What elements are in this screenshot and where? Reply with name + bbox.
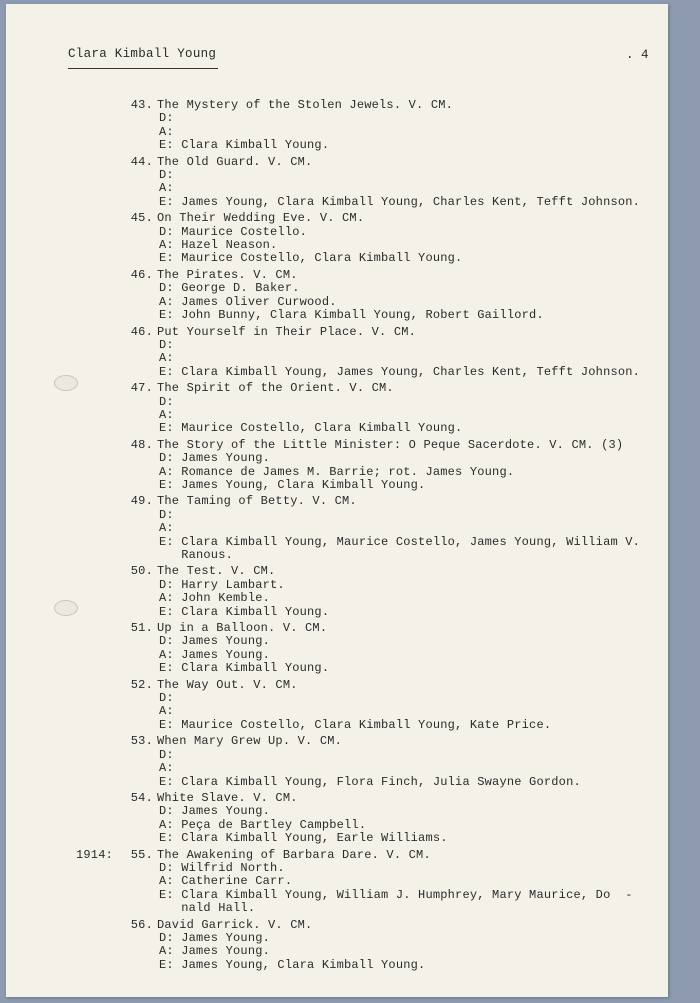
film-credit-line: D: James Young.: [159, 451, 271, 466]
film-number: 44.: [130, 154, 153, 169]
film-title-line: [76, 269, 666, 282]
film-year: [76, 679, 124, 692]
film-title-line: [76, 495, 666, 508]
film-title: The Way Out. V. CM.: [157, 677, 298, 692]
film-credit-line: E: Maurice Costello, Clara Kimball Young, Kate Price.: [159, 717, 552, 732]
film-credit-line: E: Maurice Costello, Clara Kimball Young.: [159, 251, 463, 266]
film-title: On Their Wedding Eve. V. CM.: [157, 211, 365, 226]
film-credit-line: E: Clara Kimball Young, Earle Williams.: [159, 831, 448, 846]
filmography-list: [76, 99, 666, 975]
film-title-line: [76, 326, 666, 339]
film-year: [76, 495, 124, 508]
page-number: . 4: [626, 48, 649, 62]
film-number: 47.: [130, 381, 153, 396]
film-entry: [76, 99, 666, 153]
film-title: The Taming of Betty. V. CM.: [157, 494, 357, 509]
film-credit-line: A:: [159, 351, 174, 366]
film-title-line: [76, 382, 666, 395]
film-entry: [76, 382, 666, 436]
film-credit-line: E: James Young, Clara Kimball Young.: [159, 957, 426, 972]
film-title-line: [76, 439, 666, 452]
film-title: The Story of the Little Minister: O Peque Sacerdote. V. CM. (3): [157, 437, 624, 452]
film-credit-line: D:: [159, 394, 174, 409]
film-title-line: [76, 919, 666, 932]
film-title: The Pirates. V. CM.: [157, 267, 298, 282]
header-underline: [68, 68, 218, 69]
film-credit-line: A: James Oliver Curwood.: [159, 294, 337, 309]
film-credit-line: E: Maurice Costello, Clara Kimball Young.: [159, 421, 463, 436]
film-number: 53.: [130, 734, 153, 749]
page-header-title: Clara Kimball Young: [68, 47, 217, 61]
film-credit-line: nald Hall.: [159, 901, 256, 916]
film-credit-line: D: James Young.: [159, 930, 271, 945]
film-title: The Test. V. CM.: [157, 564, 276, 579]
film-credit-line: A:: [159, 181, 174, 196]
film-number: 48.: [130, 437, 153, 452]
film-credit-line: D: Maurice Costello.: [159, 224, 308, 239]
film-credit-line: D:: [159, 691, 174, 706]
film-credit-line: E: Clara Kimball Young, James Young, Charles Kent, Tefft Johnson.: [159, 364, 641, 379]
film-year: [76, 382, 124, 395]
film-number: 49.: [130, 494, 153, 509]
film-entry: [76, 735, 666, 789]
film-credit-line: D: James Young.: [159, 804, 271, 819]
film-title: The Old Guard. V. CM.: [157, 154, 313, 169]
film-credit-line: D: George D. Baker.: [159, 281, 300, 296]
film-credit-line: D:: [159, 747, 174, 762]
film-title: White Slave. V. CM.: [157, 790, 298, 805]
film-credit-line: E: Clara Kimball Young, Flora Finch, Julia Swayne Gordon.: [159, 774, 581, 789]
film-year: [76, 622, 124, 635]
film-year: [76, 326, 124, 339]
film-year: 1914:: [76, 847, 114, 862]
film-credit-line: D: Wilfrid North.: [159, 860, 285, 875]
film-title-line: [76, 212, 666, 225]
film-title-line: [76, 99, 666, 112]
film-number: 46.: [130, 267, 153, 282]
film-credit-line: E: James Young, Clara Kimball Young.: [159, 477, 426, 492]
film-number: 56.: [130, 917, 153, 932]
film-year: [76, 99, 124, 112]
film-title: Up in a Balloon. V. CM.: [157, 621, 328, 636]
film-credit-line: A: James Young.: [159, 944, 271, 959]
film-credit-line: E: James Young, Clara Kimball Young, Charles Kent, Tefft Johnson.: [159, 194, 641, 209]
film-credit-line: A: James Young.: [159, 647, 271, 662]
film-credit-line: D: James Young.: [159, 634, 271, 649]
film-title-line: [76, 622, 666, 635]
film-credit-line: D:: [159, 111, 174, 126]
film-entry: [76, 565, 666, 619]
film-number: 50.: [130, 564, 153, 579]
film-year: [76, 792, 124, 805]
film-credit-line: E: Clara Kimball Young, Maurice Costello, James Young, William V.: [159, 534, 641, 549]
film-title-line: [76, 679, 666, 692]
film-credit-line: Ranous.: [159, 548, 234, 562]
film-entry: [76, 792, 666, 846]
film-credit-line: A:: [159, 521, 174, 536]
film-number: 51.: [130, 621, 153, 636]
film-year: [76, 156, 124, 169]
film-number: 55.: [130, 847, 153, 862]
film-year: [76, 439, 124, 452]
film-entry: [76, 269, 666, 323]
film-credit-line: E: Clara Kimball Young.: [159, 661, 330, 676]
film-entry: [76, 212, 666, 266]
film-title: The Spirit of the Orient. V. CM.: [157, 381, 394, 396]
film-title: When Mary Grew Up. V. CM.: [157, 734, 343, 749]
film-credit-line: E: Clara Kimball Young.: [159, 138, 330, 153]
film-credit-line: A: Hazel Neason.: [159, 238, 278, 253]
document-page: [6, 4, 668, 997]
film-title-line: [76, 849, 666, 862]
film-number: 45.: [130, 211, 153, 226]
film-credit-line: A: Catherine Carr.: [159, 874, 293, 889]
film-title: David Garrick. V. CM.: [157, 917, 313, 932]
film-credit-line: A:: [159, 704, 174, 719]
film-entry: [76, 919, 666, 973]
film-entry: [76, 439, 666, 493]
film-credit-line: D:: [159, 337, 174, 352]
film-title: Put Yourself in Their Place. V. CM.: [157, 324, 417, 339]
film-entry: [76, 495, 666, 562]
film-credit-line: A: John Kemble.: [159, 591, 271, 606]
film-number: 52.: [130, 677, 153, 692]
film-credit-line: D:: [159, 507, 174, 522]
film-number: 54.: [130, 790, 153, 805]
film-number: 46.: [130, 324, 153, 339]
punch-hole: [54, 600, 78, 616]
film-entry: [76, 156, 666, 210]
film-number: 43.: [130, 98, 153, 112]
film-credit-line: A:: [159, 761, 174, 776]
film-year: [76, 919, 124, 932]
film-title: The Awakening of Barbara Dare. V. CM.: [157, 847, 431, 862]
film-credit-line: D: Harry Lambart.: [159, 577, 285, 592]
film-credit-line: A: Peça de Bartley Campbell.: [159, 817, 367, 832]
film-credit-line: E: Clara Kimball Young.: [159, 604, 330, 619]
film-title-line: [76, 565, 666, 578]
film-year: [76, 735, 124, 748]
film-year: [76, 565, 124, 578]
film-credit-line: A:: [159, 407, 174, 422]
punch-hole: [54, 375, 78, 391]
film-title-line: [76, 156, 666, 169]
film-title: The Mystery of the Stolen Jewels. V. CM.: [157, 98, 454, 112]
film-entry: [76, 849, 666, 916]
film-credit-line: A:: [159, 124, 174, 139]
film-year: [76, 269, 124, 282]
film-credit-line: E: Clara Kimball Young, William J. Humphrey, Mary Maurice, Do -: [159, 887, 633, 902]
film-year: [76, 212, 124, 225]
film-title-line: [76, 735, 666, 748]
film-credit-line: D:: [159, 168, 174, 183]
film-entry: [76, 622, 666, 676]
film-credit-line: E: John Bunny, Clara Kimball Young, Robert Gaillord.: [159, 308, 544, 323]
film-title-line: [76, 792, 666, 805]
film-entry: [76, 326, 666, 380]
film-credit-line: A: Romance de James M. Barrie; rot. James Young.: [159, 464, 515, 479]
film-entry: [76, 679, 666, 733]
